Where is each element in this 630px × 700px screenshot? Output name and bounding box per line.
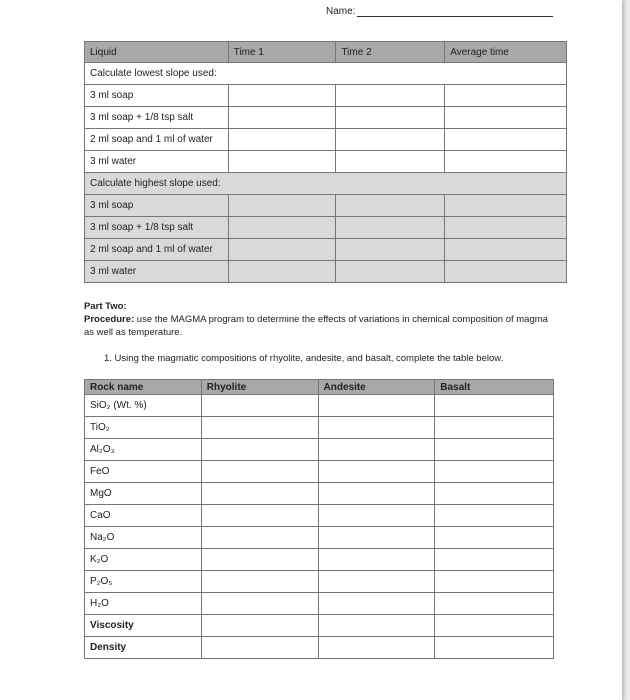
row-label: MgO <box>85 483 202 505</box>
answer-cell[interactable] <box>318 527 435 549</box>
answer-cell[interactable] <box>318 637 435 659</box>
table-row <box>85 439 554 461</box>
answer-cell[interactable] <box>435 395 554 417</box>
answer-cell[interactable] <box>318 483 435 505</box>
table-row <box>85 129 567 151</box>
answer-cell[interactable] <box>228 85 336 107</box>
answer-cell[interactable] <box>445 217 567 239</box>
row-label: Na₂O <box>85 527 202 549</box>
answer-cell[interactable] <box>336 239 445 261</box>
answer-cell[interactable] <box>201 505 318 527</box>
table-row <box>85 239 567 261</box>
answer-cell[interactable] <box>201 637 318 659</box>
header-basalt: Basalt <box>435 380 554 395</box>
answer-cell[interactable] <box>228 151 336 173</box>
table-row <box>85 637 554 659</box>
answer-cell[interactable] <box>228 129 336 151</box>
row-label: 3 ml water <box>85 151 229 173</box>
row-label: TiO₂ <box>85 417 202 439</box>
row-label: 3 ml soap + 1/8 tsp salt <box>85 107 229 129</box>
table-row <box>85 549 554 571</box>
answer-cell[interactable] <box>318 395 435 417</box>
answer-cell[interactable] <box>228 217 336 239</box>
table-row <box>85 107 567 129</box>
answer-cell[interactable] <box>435 505 554 527</box>
answer-cell[interactable] <box>318 549 435 571</box>
answer-cell[interactable] <box>318 439 435 461</box>
answer-cell[interactable] <box>201 395 318 417</box>
row-label: FeO <box>85 461 202 483</box>
answer-cell[interactable] <box>435 439 554 461</box>
answer-cell[interactable] <box>228 195 336 217</box>
answer-cell[interactable] <box>336 129 445 151</box>
table-row <box>85 195 567 217</box>
table-row <box>85 395 554 417</box>
answer-cell[interactable] <box>228 261 336 283</box>
table-row <box>85 261 567 283</box>
table-row <box>85 85 567 107</box>
part-two-title: Part Two: <box>84 301 127 312</box>
row-label: SiO₂ (Wt. %) <box>85 395 202 417</box>
answer-cell[interactable] <box>318 505 435 527</box>
answer-cell[interactable] <box>445 85 567 107</box>
magma-composition-table <box>84 379 554 659</box>
row-label: Viscosity <box>85 615 202 637</box>
table-row <box>85 593 554 615</box>
header-average-time: Average time <box>445 42 567 63</box>
header-time-2: Time 2 <box>336 42 445 63</box>
answer-cell[interactable] <box>201 593 318 615</box>
row-label: 3 ml water <box>85 261 229 283</box>
row-label: K₂O <box>85 549 202 571</box>
header-andesite: Andesite <box>318 380 435 395</box>
answer-cell[interactable] <box>435 417 554 439</box>
answer-cell[interactable] <box>201 461 318 483</box>
answer-cell[interactable] <box>318 615 435 637</box>
name-field[interactable] <box>326 6 553 17</box>
table-row <box>85 615 554 637</box>
row-label: H₂O <box>85 593 202 615</box>
header-time-1: Time 1 <box>228 42 336 63</box>
section-label: Calculate lowest slope used: <box>85 63 567 85</box>
answer-cell[interactable] <box>336 151 445 173</box>
row-label: CaO <box>85 505 202 527</box>
table-row <box>85 461 554 483</box>
name-blank[interactable] <box>357 6 553 17</box>
slope-time-table <box>84 41 567 283</box>
row-label: Density <box>85 637 202 659</box>
table-row <box>85 217 567 239</box>
answer-cell[interactable] <box>445 151 567 173</box>
answer-cell[interactable] <box>201 439 318 461</box>
table-row <box>85 151 567 173</box>
row-label: P₂O₅ <box>85 571 202 593</box>
row-label: 3 ml soap <box>85 85 229 107</box>
answer-cell[interactable] <box>201 571 318 593</box>
answer-cell[interactable] <box>336 85 445 107</box>
answer-cell[interactable] <box>445 195 567 217</box>
header-rock-name: Rock name <box>85 380 202 395</box>
answer-cell[interactable] <box>201 483 318 505</box>
row-label: 3 ml soap <box>85 195 229 217</box>
answer-cell[interactable] <box>336 261 445 283</box>
answer-cell[interactable] <box>201 417 318 439</box>
question-1: 1. Using the magmatic compositions of rhyolite, andesite, and basalt, complete the table below. <box>104 353 504 364</box>
answer-cell[interactable] <box>435 593 554 615</box>
procedure-label: Procedure: <box>84 314 135 325</box>
answer-cell[interactable] <box>318 593 435 615</box>
table-row <box>85 417 554 439</box>
header-liquid: Liquid <box>85 42 229 63</box>
row-label: 2 ml soap and 1 ml of water <box>85 129 229 151</box>
answer-cell[interactable] <box>318 417 435 439</box>
answer-cell[interactable] <box>445 239 567 261</box>
answer-cell[interactable] <box>336 217 445 239</box>
row-label: Al₂O₃ <box>85 439 202 461</box>
answer-cell[interactable] <box>201 527 318 549</box>
row-label: 2 ml soap and 1 ml of water <box>85 239 229 261</box>
answer-cell[interactable] <box>228 239 336 261</box>
answer-cell[interactable] <box>445 107 567 129</box>
answer-cell[interactable] <box>435 461 554 483</box>
table-row <box>85 505 554 527</box>
answer-cell[interactable] <box>201 549 318 571</box>
table-header-row <box>85 42 567 63</box>
table-header-row <box>85 380 554 395</box>
answer-cell[interactable] <box>445 261 567 283</box>
header-rhyolite: Rhyolite <box>201 380 318 395</box>
answer-cell[interactable] <box>435 571 554 593</box>
answer-cell[interactable] <box>336 195 445 217</box>
section-lowest-slope-row <box>85 63 567 85</box>
answer-cell[interactable] <box>201 615 318 637</box>
answer-cell[interactable] <box>336 107 445 129</box>
section-label: Calculate highest slope used: <box>85 173 567 195</box>
procedure-text: use the MAGMA program to determine the effects of variations in chemical composition of magma as well as temperature. <box>84 314 548 338</box>
part-two-section <box>84 300 554 339</box>
answer-cell[interactable] <box>445 129 567 151</box>
row-label: 3 ml soap + 1/8 tsp salt <box>85 217 229 239</box>
answer-cell[interactable] <box>435 615 554 637</box>
answer-cell[interactable] <box>228 107 336 129</box>
answer-cell[interactable] <box>435 549 554 571</box>
section-highest-slope-row <box>85 173 567 195</box>
table-row <box>85 571 554 593</box>
answer-cell[interactable] <box>318 571 435 593</box>
table-row <box>85 527 554 549</box>
name-label: Name: <box>326 6 356 17</box>
answer-cell[interactable] <box>318 461 435 483</box>
answer-cell[interactable] <box>435 527 554 549</box>
answer-cell[interactable] <box>435 483 554 505</box>
table-row <box>85 483 554 505</box>
answer-cell[interactable] <box>435 637 554 659</box>
